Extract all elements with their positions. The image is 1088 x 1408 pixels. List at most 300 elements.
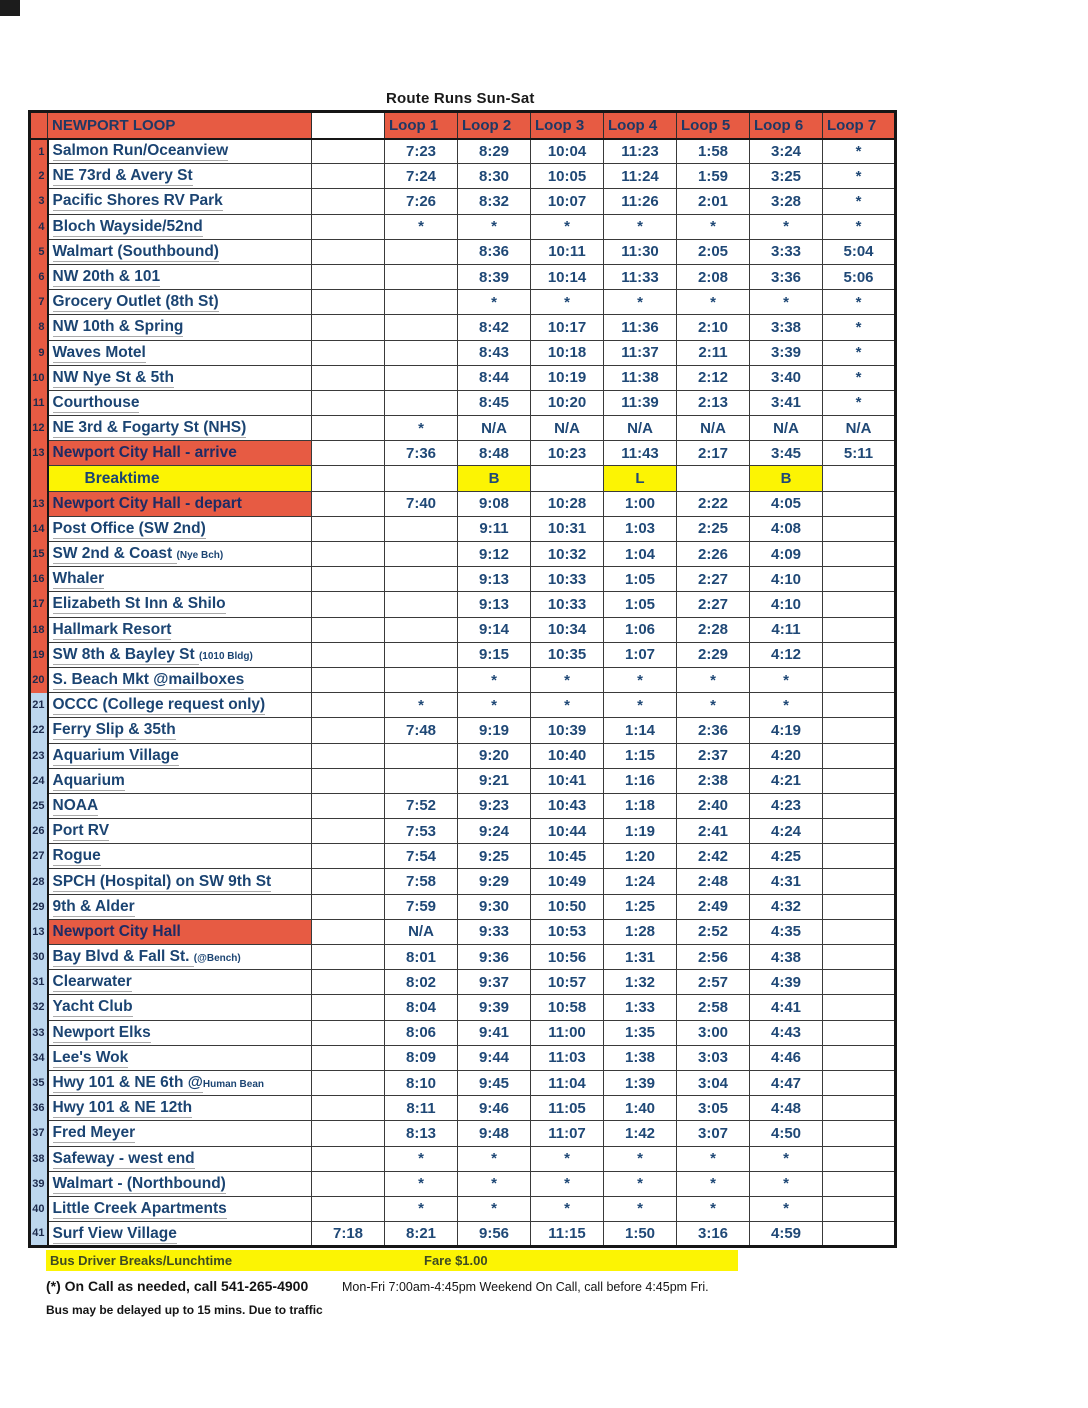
time-cell: 4:38: [750, 945, 823, 970]
row-number: 19: [30, 642, 48, 667]
time-cell: 4:08: [750, 516, 823, 541]
stop-name-cell: Hallmark Resort: [48, 617, 312, 642]
table-row: [30, 793, 896, 818]
time-cell: 2:49: [677, 894, 750, 919]
table-row: [30, 567, 896, 592]
stop-name-cell: SPCH (Hospital) on SW 9th St: [48, 869, 312, 894]
row-number: 6: [30, 264, 48, 289]
time-cell: [312, 592, 385, 617]
time-cell: 5:11: [823, 441, 896, 466]
time-cell: 9:44: [458, 1045, 531, 1070]
time-cell: 2:36: [677, 718, 750, 743]
table-row: [30, 189, 896, 214]
time-cell: 3:45: [750, 441, 823, 466]
stop-name-cell: Port RV: [48, 819, 312, 844]
time-cell: 10:28: [531, 491, 604, 516]
time-cell: [312, 466, 385, 491]
time-cell: [312, 844, 385, 869]
time-cell: 7:23: [385, 139, 458, 164]
stop-name-cell: Little Creek Apartments: [48, 1196, 312, 1221]
time-cell: 1:32: [604, 970, 677, 995]
time-cell: 9:23: [458, 793, 531, 818]
time-cell: 3:24: [750, 139, 823, 164]
row-number: 31: [30, 970, 48, 995]
time-cell: [823, 1020, 896, 1045]
time-cell: *: [823, 189, 896, 214]
time-cell: 2:52: [677, 919, 750, 944]
time-cell: [312, 869, 385, 894]
stop-name-cell: Newport Elks: [48, 1020, 312, 1045]
schedule-body: [30, 139, 896, 1247]
row-number: 25: [30, 793, 48, 818]
time-cell: [823, 567, 896, 592]
oncall-hours-text: Mon-Fri 7:00am-4:45pm Weekend On Call, call before 4:45pm Fri.: [342, 1280, 709, 1294]
row-number: 14: [30, 516, 48, 541]
time-cell: 8:36: [458, 239, 531, 264]
stop-name-cell: OCCC (College request only): [48, 693, 312, 718]
time-cell: [312, 642, 385, 667]
time-cell: [823, 970, 896, 995]
time-cell: [312, 365, 385, 390]
time-cell: *: [677, 1196, 750, 1221]
time-cell: [312, 416, 385, 441]
time-cell: [312, 264, 385, 289]
table-row: [30, 592, 896, 617]
stop-name-cell: NW Nye St & 5th: [48, 365, 312, 390]
table-row: [30, 718, 896, 743]
row-number: 1: [30, 139, 48, 164]
time-cell: [312, 894, 385, 919]
stop-name-cell: Safeway - west end: [48, 1146, 312, 1171]
time-cell: [385, 290, 458, 315]
time-cell: 8:30: [458, 164, 531, 189]
time-cell: 8:04: [385, 995, 458, 1020]
time-cell: [823, 642, 896, 667]
time-cell: [385, 239, 458, 264]
column-header-loop-4: Loop 4: [604, 112, 677, 139]
table-row: [30, 466, 896, 491]
column-header-loop-3: Loop 3: [531, 112, 604, 139]
time-cell: 9:33: [458, 919, 531, 944]
time-cell: [385, 264, 458, 289]
time-cell: *: [750, 214, 823, 239]
time-cell: 11:39: [604, 390, 677, 415]
row-number: 21: [30, 693, 48, 718]
row-number: 28: [30, 869, 48, 894]
time-cell: 1:59: [677, 164, 750, 189]
time-cell: 11:43: [604, 441, 677, 466]
time-cell: [312, 1070, 385, 1095]
time-cell: 3:07: [677, 1121, 750, 1146]
time-cell: 2:11: [677, 340, 750, 365]
time-cell: 9:41: [458, 1020, 531, 1045]
time-cell: *: [823, 390, 896, 415]
time-cell: [823, 667, 896, 692]
row-number: 41: [30, 1222, 48, 1247]
time-cell: *: [458, 693, 531, 718]
table-row: [30, 1045, 896, 1070]
time-cell: *: [604, 1146, 677, 1171]
time-cell: [823, 542, 896, 567]
time-cell: [385, 642, 458, 667]
time-cell: 2:17: [677, 441, 750, 466]
time-cell: [312, 1196, 385, 1221]
time-cell: [385, 667, 458, 692]
time-cell: 2:10: [677, 315, 750, 340]
time-cell: *: [531, 693, 604, 718]
time-cell: 2:48: [677, 869, 750, 894]
time-cell: 4:31: [750, 869, 823, 894]
time-cell: N/A: [677, 416, 750, 441]
time-cell: 8:01: [385, 945, 458, 970]
time-cell: N/A: [531, 416, 604, 441]
time-cell: 7:36: [385, 441, 458, 466]
table-row: [30, 315, 896, 340]
time-cell: 4:19: [750, 718, 823, 743]
time-cell: 1:18: [604, 793, 677, 818]
table-row: [30, 1020, 896, 1045]
table-row: [30, 516, 896, 541]
table-row: [30, 1171, 896, 1196]
time-cell: [823, 768, 896, 793]
time-cell: *: [385, 416, 458, 441]
time-cell: 9:19: [458, 718, 531, 743]
time-cell: 9:29: [458, 869, 531, 894]
row-number: 27: [30, 844, 48, 869]
table-row: [30, 819, 896, 844]
time-cell: *: [823, 139, 896, 164]
time-cell: [823, 617, 896, 642]
time-cell: [312, 315, 385, 340]
time-cell: 3:41: [750, 390, 823, 415]
time-cell: *: [823, 315, 896, 340]
time-cell: [823, 1096, 896, 1121]
time-cell: [312, 718, 385, 743]
time-cell: 4:41: [750, 995, 823, 1020]
time-cell: [312, 1171, 385, 1196]
time-cell: 11:23: [604, 139, 677, 164]
time-cell: 1:00: [604, 491, 677, 516]
table-row: [30, 869, 896, 894]
time-cell: 2:13: [677, 390, 750, 415]
time-cell: 4:09: [750, 542, 823, 567]
time-cell: 11:03: [531, 1045, 604, 1070]
table-title-cell: NEWPORT LOOP: [48, 112, 312, 139]
table-row: [30, 365, 896, 390]
time-cell: [823, 1171, 896, 1196]
time-cell: 8:06: [385, 1020, 458, 1045]
time-cell: *: [531, 1146, 604, 1171]
table-row: [30, 542, 896, 567]
time-cell: *: [677, 214, 750, 239]
time-cell: 8:10: [385, 1070, 458, 1095]
time-cell: [312, 819, 385, 844]
stop-name-cell: NOAA: [48, 793, 312, 818]
time-cell: 10:45: [531, 844, 604, 869]
breaks-label: Bus Driver Breaks/Lunchtime: [50, 1253, 233, 1268]
time-cell: 1:31: [604, 945, 677, 970]
time-cell: [312, 1146, 385, 1171]
row-number: 7: [30, 290, 48, 315]
time-cell: *: [823, 164, 896, 189]
time-cell: [823, 819, 896, 844]
time-cell: 4:50: [750, 1121, 823, 1146]
time-cell: 1:07: [604, 642, 677, 667]
time-cell: [312, 995, 385, 1020]
time-cell: [312, 1020, 385, 1045]
time-cell: 2:05: [677, 239, 750, 264]
time-cell: *: [458, 1146, 531, 1171]
time-cell: 8:42: [458, 315, 531, 340]
time-cell: *: [604, 1171, 677, 1196]
time-cell: *: [531, 667, 604, 692]
time-cell: 7:26: [385, 189, 458, 214]
time-cell: B: [750, 466, 823, 491]
stop-name-cell: Breaktime: [48, 466, 312, 491]
time-cell: 1:04: [604, 542, 677, 567]
time-cell: 10:33: [531, 592, 604, 617]
time-cell: [823, 844, 896, 869]
row-number: 33: [30, 1020, 48, 1045]
stop-name-cell: Post Office (SW 2nd): [48, 516, 312, 541]
table-row: [30, 214, 896, 239]
time-cell: *: [677, 693, 750, 718]
time-cell: [385, 340, 458, 365]
row-number: 24: [30, 768, 48, 793]
time-cell: [312, 340, 385, 365]
row-number: 5: [30, 239, 48, 264]
row-number: 35: [30, 1070, 48, 1095]
time-cell: 2:08: [677, 264, 750, 289]
stop-name-cell: Courthouse: [48, 390, 312, 415]
time-cell: [385, 743, 458, 768]
time-cell: 9:11: [458, 516, 531, 541]
table-row: [30, 1070, 896, 1095]
stop-name-cell: Hwy 101 & NE 12th: [48, 1096, 312, 1121]
row-number: 12: [30, 416, 48, 441]
stop-name-cell: SW 8th & Bayley St (1010 Bldg): [48, 642, 312, 667]
stop-name-cell: Rogue: [48, 844, 312, 869]
time-cell: 11:30: [604, 239, 677, 264]
time-cell: [385, 592, 458, 617]
time-cell: *: [677, 1146, 750, 1171]
time-cell: 7:40: [385, 491, 458, 516]
time-cell: *: [750, 693, 823, 718]
time-cell: 10:19: [531, 365, 604, 390]
time-cell: 8:48: [458, 441, 531, 466]
time-cell: N/A: [385, 919, 458, 944]
time-cell: *: [823, 340, 896, 365]
time-cell: 8:13: [385, 1121, 458, 1146]
time-cell: [312, 516, 385, 541]
time-cell: 3:28: [750, 189, 823, 214]
column-header-loop-2: Loop 2: [458, 112, 531, 139]
time-cell: 8:44: [458, 365, 531, 390]
time-cell: N/A: [750, 416, 823, 441]
time-cell: [823, 1045, 896, 1070]
time-cell: [312, 768, 385, 793]
time-cell: 2:41: [677, 819, 750, 844]
time-cell: *: [458, 1196, 531, 1221]
time-cell: 4:10: [750, 567, 823, 592]
time-cell: [823, 793, 896, 818]
stop-name-cell: Surf View Village: [48, 1222, 312, 1247]
time-cell: [312, 1121, 385, 1146]
time-cell: 9:21: [458, 768, 531, 793]
time-cell: [385, 516, 458, 541]
time-cell: 8:09: [385, 1045, 458, 1070]
time-cell: 10:04: [531, 139, 604, 164]
time-cell: 10:49: [531, 869, 604, 894]
table-row: [30, 693, 896, 718]
time-cell: 1:14: [604, 718, 677, 743]
time-cell: [312, 567, 385, 592]
time-cell: 10:17: [531, 315, 604, 340]
time-cell: *: [604, 693, 677, 718]
stop-name-cell: Newport City Hall: [48, 919, 312, 944]
time-cell: *: [458, 667, 531, 692]
time-cell: 2:37: [677, 743, 750, 768]
time-cell: 8:39: [458, 264, 531, 289]
blank-header-cell: [312, 112, 385, 139]
time-cell: 9:48: [458, 1121, 531, 1146]
time-cell: [385, 768, 458, 793]
row-number: 15: [30, 542, 48, 567]
time-cell: 9:14: [458, 617, 531, 642]
row-number: 10: [30, 365, 48, 390]
row-number: 23: [30, 743, 48, 768]
time-cell: *: [750, 1146, 823, 1171]
column-header-loop-1: Loop 1: [385, 112, 458, 139]
stop-name-cell: 9th & Alder: [48, 894, 312, 919]
time-cell: 4:20: [750, 743, 823, 768]
time-cell: 8:11: [385, 1096, 458, 1121]
time-cell: 11:15: [531, 1222, 604, 1247]
time-cell: N/A: [604, 416, 677, 441]
table-row: [30, 617, 896, 642]
time-cell: 1:20: [604, 844, 677, 869]
time-cell: 8:29: [458, 139, 531, 164]
time-cell: *: [531, 214, 604, 239]
time-cell: *: [385, 1146, 458, 1171]
row-number: 13: [30, 919, 48, 944]
time-cell: 2:12: [677, 365, 750, 390]
column-header-loop-7: Loop 7: [823, 112, 896, 139]
row-number: 34: [30, 1045, 48, 1070]
stop-name-cell: Yacht Club: [48, 995, 312, 1020]
table-row: [30, 995, 896, 1020]
time-cell: 8:43: [458, 340, 531, 365]
breaks-fare-banner: [46, 1250, 738, 1271]
time-cell: 11:33: [604, 264, 677, 289]
time-cell: 10:35: [531, 642, 604, 667]
time-cell: [531, 466, 604, 491]
time-cell: 9:24: [458, 819, 531, 844]
time-cell: 2:38: [677, 768, 750, 793]
time-cell: [385, 466, 458, 491]
time-cell: [312, 945, 385, 970]
time-cell: [385, 365, 458, 390]
page-title: Route Runs Sun-Sat: [386, 90, 535, 107]
time-cell: 10:18: [531, 340, 604, 365]
time-cell: 9:36: [458, 945, 531, 970]
row-number: 11: [30, 390, 48, 415]
table-row: [30, 1196, 896, 1221]
stop-name-cell: Salmon Run/Oceanview: [48, 139, 312, 164]
time-cell: [823, 491, 896, 516]
time-cell: 2:26: [677, 542, 750, 567]
row-number: 18: [30, 617, 48, 642]
time-cell: 10:41: [531, 768, 604, 793]
stop-name-cell: Ferry Slip & 35th: [48, 718, 312, 743]
stop-name-cell: Waves Motel: [48, 340, 312, 365]
row-number: 32: [30, 995, 48, 1020]
time-cell: [312, 1096, 385, 1121]
row-number: 26: [30, 819, 48, 844]
time-cell: N/A: [823, 416, 896, 441]
time-cell: *: [385, 1196, 458, 1221]
time-cell: 1:33: [604, 995, 677, 1020]
row-number: 3: [30, 189, 48, 214]
time-cell: [312, 743, 385, 768]
time-cell: 9:13: [458, 592, 531, 617]
time-cell: 11:24: [604, 164, 677, 189]
time-cell: [312, 189, 385, 214]
time-cell: B: [458, 466, 531, 491]
row-number: 4: [30, 214, 48, 239]
row-number: 20: [30, 667, 48, 692]
time-cell: *: [458, 290, 531, 315]
header-row: [30, 112, 896, 139]
time-cell: 7:53: [385, 819, 458, 844]
time-cell: *: [531, 290, 604, 315]
time-cell: *: [823, 290, 896, 315]
time-cell: 11:07: [531, 1121, 604, 1146]
time-cell: *: [750, 1196, 823, 1221]
column-header-loop-5: Loop 5: [677, 112, 750, 139]
time-cell: [823, 743, 896, 768]
time-cell: 9:12: [458, 542, 531, 567]
table-row: [30, 1096, 896, 1121]
row-number: 39: [30, 1171, 48, 1196]
time-cell: 7:54: [385, 844, 458, 869]
table-row: [30, 919, 896, 944]
time-cell: [823, 894, 896, 919]
time-cell: 4:59: [750, 1222, 823, 1247]
time-cell: 10:56: [531, 945, 604, 970]
time-cell: 3:40: [750, 365, 823, 390]
time-cell: 2:28: [677, 617, 750, 642]
time-cell: [823, 1222, 896, 1247]
stop-name-cell: SW 2nd & Coast (Nye Bch): [48, 542, 312, 567]
table-row: [30, 844, 896, 869]
table-row: [30, 1222, 896, 1247]
time-cell: 1:58: [677, 139, 750, 164]
time-cell: 1:24: [604, 869, 677, 894]
time-cell: 10:58: [531, 995, 604, 1020]
time-cell: 2:01: [677, 189, 750, 214]
time-cell: 4:32: [750, 894, 823, 919]
row-number: 2: [30, 164, 48, 189]
schedule-table: [28, 110, 897, 1248]
time-cell: 10:39: [531, 718, 604, 743]
time-cell: *: [677, 667, 750, 692]
row-number: 9: [30, 340, 48, 365]
time-cell: 11:04: [531, 1070, 604, 1095]
time-cell: [823, 592, 896, 617]
time-cell: 9:39: [458, 995, 531, 1020]
time-cell: 9:30: [458, 894, 531, 919]
